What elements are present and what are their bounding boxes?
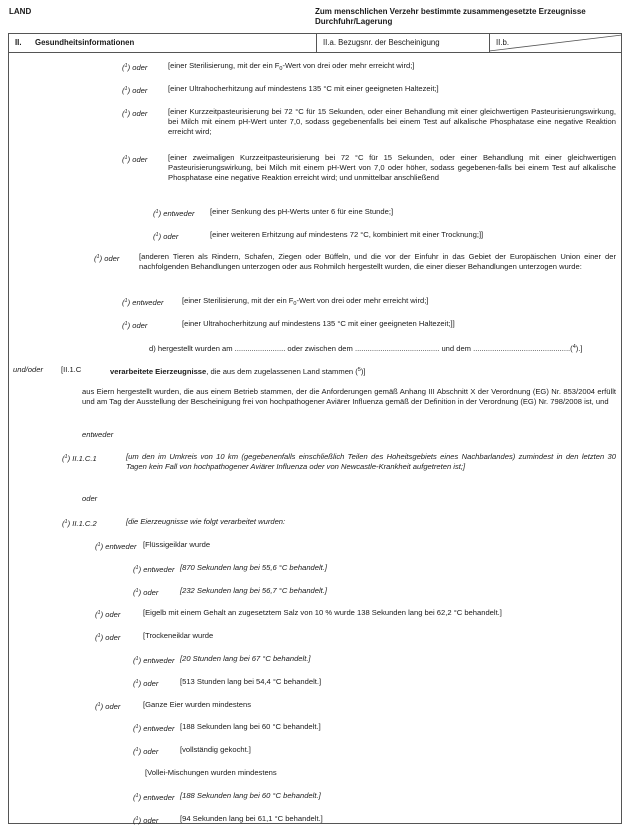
option-text (168, 61, 616, 74)
option-text-main: [einer Senkung des pH-Werts unter 6 für eine Stunde;] (210, 207, 394, 216)
section-title: Gesundheitsinformationen (35, 38, 135, 47)
certificate-title-line2: Durchfuhr/Lagerung (315, 17, 393, 26)
and-or-label: und/oder (13, 365, 43, 374)
option-word: oder (132, 63, 148, 72)
option-text-main: [870 Sekunden lang bei 55,6 °C behandelt.] (180, 563, 328, 572)
option-text (182, 319, 616, 329)
section-c-code: [II.1.C (61, 365, 82, 374)
option-label: ($^1$) oder (122, 63, 148, 72)
option-word: oder (105, 610, 121, 619)
footnote-marker: 1 (96, 254, 100, 260)
subscript: 0 (279, 66, 283, 72)
option-text-cont: -Wert von drei oder mehr erreicht wird;] (282, 61, 415, 70)
option-word: oder (143, 588, 159, 597)
option-text-main: [94 Sekunden lang bei 61,1 °C behandelt.] (180, 814, 323, 823)
option-label: ($^1$) entweder (133, 724, 175, 733)
option-text (139, 252, 616, 272)
option-text-main: [Flüssigeiklar wurde (143, 540, 211, 549)
option-text-main: [232 Sekunden lang bei 56,7 °C behandelt.] (180, 586, 328, 595)
footnote-marker: 1 (97, 610, 101, 616)
option-text (182, 296, 616, 309)
footnote-marker: 1 (135, 816, 139, 822)
reference-number-label: II.a. Bezugsnr. der Bescheinigung (323, 38, 440, 47)
option-label: ($^1$) oder (95, 633, 121, 642)
option-text-main: [Eigelb mit einem Gehalt an zugesetztem Salz von 10 % wurde 138 Sekunden lang bei 62,2 °C behandelt.] (143, 608, 502, 617)
option-word: oder (132, 155, 148, 164)
section-header-row (8, 33, 622, 53)
option-label: ($^1$) entweder (133, 656, 175, 665)
footnote-marker: 1 (135, 793, 139, 799)
option-text-main: [Vollei-Mischungen wurden mindestens (145, 768, 277, 777)
footnote-marker: 1 (135, 656, 139, 662)
option-label: ($^1$) entweder (95, 542, 137, 551)
option-text-main: [Trockeneiklar wurde (143, 631, 214, 640)
option-text-main: [20 Stunden lang bei 67 °C behandelt.] (180, 654, 311, 663)
footnote-marker: 1 (135, 724, 139, 730)
option-word: oder (163, 232, 179, 241)
option-label: ($^1$) oder (94, 254, 120, 263)
option-text (180, 654, 616, 664)
option-word: entweder (132, 298, 164, 307)
option-word: entweder (163, 209, 195, 218)
option-word: oder (132, 86, 148, 95)
option-label: ($^1$) oder (133, 588, 159, 597)
option-text (143, 700, 616, 710)
section-c-title (110, 365, 366, 377)
date-line-end: .] (578, 344, 583, 353)
oder-label: oder (82, 494, 98, 503)
footnote-marker: 4 (572, 344, 576, 350)
reference-number-cell (316, 34, 490, 52)
option-text (180, 722, 616, 732)
option-label: ($^1$) oder (95, 610, 121, 619)
footnote-marker: 1 (124, 155, 128, 161)
option-label: ($^1$) entweder (133, 565, 175, 574)
c1-label: ($^1$) II.1.C.1 (62, 454, 97, 463)
option-label: ($^1$) entweder (153, 209, 195, 218)
section-number: II. (15, 38, 22, 47)
option-label: ($^1$) oder (133, 747, 159, 756)
option-word: oder (143, 816, 159, 825)
footnote-marker: 1 (135, 588, 139, 594)
option-text-main: [Ganze Eier wurden mindestens (143, 700, 252, 709)
option-label: ($^1$) oder (133, 679, 159, 688)
footnote-marker: 1 (64, 519, 68, 525)
option-label: ($^1$) oder (122, 109, 148, 118)
option-text (143, 608, 616, 618)
option-word: entweder (143, 656, 175, 665)
footnote-marker: 1 (124, 321, 128, 327)
footnote-marker: 5 (357, 367, 361, 373)
certificate-title-line1: Zum menschlichen Verzehr bestimmte zusammengesetzte Erzeugnisse (315, 7, 586, 16)
footnote-marker: 1 (97, 542, 101, 548)
option-text-main: [einer Ultrahocherhitzung auf mindestens 135 °C mit einer geeigneten Haltezeit;] (168, 84, 439, 93)
footnote-marker: 1 (97, 702, 101, 708)
option-text-main: [einer zweimaligen Kurzzeitpasteurisierung bei 72 °C für 15 Sekunden, oder einer Behandlung mit einer gleichwertigen Pasteurisierungswirkung, bei Milch mit einem pH-Wert von 7,0 oder höher, sodass gegebenen-falls bei einem Test auf alkalische Phosphatase eine negative Reaktion erreicht wird; und unmittelbar anschließend (168, 153, 616, 182)
section-c-title-rest: , die aus dem zugelassenen Land stammen ( (206, 367, 358, 376)
option-text-main: [513 Stunden lang bei 54,4 °C behandelt.] (180, 677, 322, 686)
option-text (145, 768, 616, 778)
option-text-main: [188 Sekunden lang bei 60 °C behandelt.] (180, 722, 321, 731)
country-label: LAND (9, 7, 32, 16)
footnote-marker: 1 (124, 109, 128, 115)
option-text (210, 230, 616, 240)
section-c-bold-title: verarbeitete Eierzeugnisse (110, 367, 207, 376)
c2-code: II.1.C.2 (72, 519, 97, 528)
option-word: entweder (105, 542, 137, 551)
option-text-main: [einer Sterilisierung, mit der ein F (168, 61, 280, 70)
option-label: ($^1$) entweder (133, 793, 175, 802)
section-title-cell (9, 34, 316, 52)
option-word: oder (143, 747, 159, 756)
footnote-marker: 1 (97, 633, 101, 639)
option-label: ($^1$) oder (122, 86, 148, 95)
option-text-cont: -Wert von drei oder mehr erreicht wird;] (296, 296, 429, 305)
option-text (143, 540, 616, 550)
option-word: entweder (143, 565, 175, 574)
option-label: ($^1$) oder (133, 816, 159, 825)
footnote-marker: 1 (124, 298, 128, 304)
option-word: entweder (143, 724, 175, 733)
option-word: oder (105, 702, 121, 711)
footnote-marker: 1 (135, 565, 139, 571)
section-c-title-end: )] (360, 367, 366, 376)
option-text (180, 563, 616, 573)
subscript: 0 (293, 301, 297, 307)
option-text (210, 207, 616, 217)
production-date-line: d) hergestellt wurden am ........................ oder zwischen dem ........................................ und dem ..............................................($^4$).] (149, 344, 583, 353)
date-line-text: d) hergestellt wurden am ........................ oder zwischen dem ........................................ und dem .............................................. (149, 344, 571, 353)
diagonal-strike-line (489, 34, 622, 52)
option-label: ($^1$) oder (122, 321, 148, 330)
option-text-main: [einer weiteren Erhitzung auf mindestens 72 °C, kombiniert mit einer Trocknung;]] (210, 230, 484, 239)
c1-text: [um den im Umkreis von 10 km (gegebenenfalls einschließlich Teilen des Hoheitsgebiets eines Nachbarlandes) zumindest in den letzten 30 Tagen kein Fall von hochpathogener Aviärer Influenza oder von Newcastle-Krankheit aufgetreten ist;] (126, 452, 616, 471)
option-text-main: [vollständig gekocht.] (180, 745, 251, 754)
section-c-paragraph: aus Eiern hergestellt wurden, die aus einem Betrieb stammen, der die Anforderungen gemäß Anhang III Abschnitt X der Verordnung (EG) Nr. 853/2004 erfüllt und am Tag der Ausstellung der Bescheinigung frei von hochpathogener Aviärer Influenza gemäß der Definition in der Verordnung (EG) Nr. 798/2008 ist, und (82, 387, 616, 406)
option-text-main: [anderen Tieren als Rindern, Schafen, Ziegen oder Büffeln, und die vor der Einfuhr in das Gebiet der Europäischen Union einer der nachfolgenden Behandlungen unterzogen oder aus Rohmilch hergestellt wurden, die einer dieser Behandlungen unterzogen wurde: (139, 252, 616, 271)
option-word: oder (143, 679, 159, 688)
footnote-marker: 1 (124, 63, 128, 69)
option-text (180, 586, 616, 596)
option-text-main: [einer Kurzzeitpasteurisierung bei 72 °C für 15 Sekunden, oder einer Behandlung mit einer gleichwertigen Pasteurisierungswirkung, bei Milch mit einem pH-Wert unter 7,0, sodass gegebenenfalls bei einem Test auf alkalische Phosphatase eine negative Reaktion erreicht wird; (168, 107, 616, 136)
option-text-main: [einer Sterilisierung, mit der ein F (182, 296, 294, 305)
option-text (168, 107, 616, 137)
option-text-main: [188 Sekunden lang bei 60 °C behandelt.] (180, 791, 321, 800)
option-text (180, 745, 616, 755)
option-word: oder (132, 321, 148, 330)
option-text-main: [einer Ultrahocherhitzung auf mindestens 135 °C mit einer geeigneten Haltezeit;]] (182, 319, 455, 328)
footnote-marker: 1 (135, 679, 139, 685)
option-text (180, 677, 616, 687)
footnote-marker: 1 (155, 209, 159, 215)
c1-code: II.1.C.1 (72, 454, 97, 463)
footnote-marker: 1 (135, 747, 139, 753)
footnote-marker: 1 (155, 232, 159, 238)
option-text (180, 791, 616, 801)
option-label: ($^1$) entweder (122, 298, 164, 307)
option-label: ($^1$) oder (95, 702, 121, 711)
iib-label: II.b. (496, 38, 510, 47)
option-label: ($^1$) oder (153, 232, 179, 241)
footnote-marker: 1 (64, 454, 68, 460)
option-word: oder (104, 254, 120, 263)
option-text (168, 84, 616, 94)
certificate-title (315, 7, 586, 27)
option-word: oder (132, 109, 148, 118)
option-label: ($^1$) oder (122, 155, 148, 164)
option-text (143, 631, 616, 641)
option-word: entweder (143, 793, 175, 802)
footnote-marker: 1 (124, 86, 128, 92)
c2-text: [die Eierzeugnisse wie folgt verarbeitet wurden: (126, 517, 286, 526)
option-text (168, 153, 616, 183)
option-text (180, 814, 616, 824)
entweder-label: entweder (82, 430, 114, 439)
c2-label: ($^1$) II.1.C.2 (62, 519, 97, 528)
option-word: oder (105, 633, 121, 642)
